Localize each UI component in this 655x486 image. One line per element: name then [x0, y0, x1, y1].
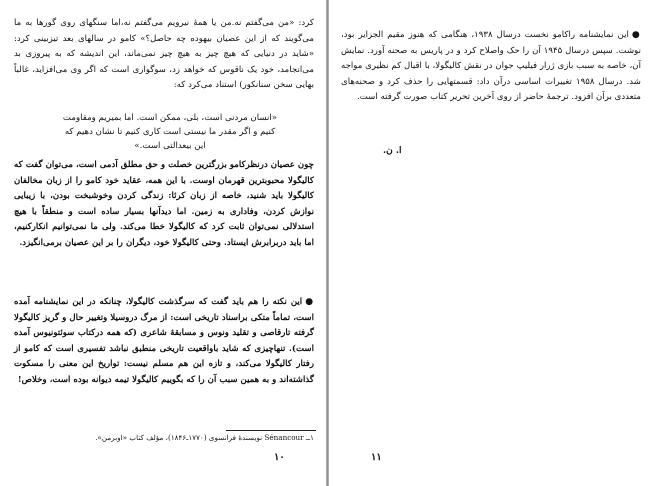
right-paragraph-1: این نمایشنامه راکامو نخست درسال ۱۹۳۸، هنگامی که هنوز مقیم الجزایر بود، نوشت. سپس درسال ۱۹۴۵ آن را حک واصلاح کرد و در پاریس به صحنه آورد. نمایش آن، خاصه به سبب بازی ژرار فیلیپ جوان در نقش کالیگولا، با اقبال کم نظیری مواجه شد. درسال ۱۹۵۸ تغییرات اساسی درآن داد: قسمتهایی را حذف کرد و صحنه‌های متعددی برآن افزود. ترجمهٔ حاضر از روی آخرین تحریر کتاب صورت گرفته است.: [341, 30, 641, 103]
left-text-block-1: [14, 16, 314, 94]
left-paragraph-2: چون عصیان درنظرکامو بزرگترین خصلت و حق مطلق آدمی است، می‌توان گفت که کالیگولا محبوبترین قهرمان اوست. با این همه، عقاید خود کامو را از زبان مخالفان کالیگولا باید شنید، خاصه از زبان کرئا: زندگی کردن وخوشبخت بودن، با زیبایی نوازش کردن، وفاداری به زمین. اما دیدآنها بسیار ساده است و منطقاً با هیچ استدلالی نمی‌توان ثابت کرد که کالیگولا خطا می‌کند. ولی ما نمی‌توانیم انکارکنیم، اما باید دربرابرش ایستاد. وحتی کالیگولا خود، دیگران را بر این عصیان برمی‌انگیزد.: [14, 160, 314, 248]
left-paragraph-1: کرد: «من می‌گفتم نه.من یا همهٔ نیرویم می‌گفتم نه،اما سنگهای روی گورها به ما می‌گویند که از این عصیان بیهوده چه حاصل؟» کامو در سالهای بعد تیزبینی کرد: «شاید در دنیایی که هیچ چیز به هیچ چیز نمی‌ماند، این اندیشه که به پیروزی بد می‌انجامد، خود یک ناقوس که خواهد زد، سوگواری است که اگر وی می‌افزاید، غالباً بهایی سخن سنانکور) استناد می‌کرد که:: [14, 18, 314, 91]
right-text-block: [341, 28, 641, 106]
footnote: ۱ــ Sénancour نویسندهٔ فرانسوی (۱۷۷۰ـ۱۸۴۶)، مؤلف کتاب «اوبرمن».: [95, 433, 314, 442]
left-text-block-3: [14, 295, 314, 389]
left-paragraph-3: این نکته را هم باید گفت که سرگذشت کالیگولا، چنانکه در این نمایشنامه آمده است، تماماً متکی براسناد تاریخی است: از مرگ دروسیلا وتغییر حال و گریز کالیگولا گرفته تارقاصی و تقلید ونوس و مسابقهٔ شاعری (که همه درکتاب سوئتونیوس آمده است). تنهاچیزی که شاید باواقعیت تاریخی منطبق نباشد تفسیری است که کامو از رفتار کالیگولا می‌کند، و تازه این هم مسلم نیست: تواریخ این معنی را مسکوت گذاشته‌اند و به همین سبب آن را که بگوییم کالیگولا تیمه دیوانه بوده است، وخلاص!: [14, 297, 314, 385]
bullet-icon: ●: [631, 30, 642, 40]
verse-line-2: کنیم و اگر مقدر ما نیستی است کاری کنیم تا نشان دهیم که: [64, 127, 276, 137]
page-number-left: ۱۰: [274, 452, 285, 463]
verse-line-1: «انسان مردنی است، بلی، ممکن است. اما بمیریم ومقاومت: [62, 113, 278, 123]
right-page: [329, 0, 655, 486]
page-number-right: ۱۱: [371, 452, 382, 463]
left-text-block-2: [14, 158, 314, 252]
left-page: [0, 0, 326, 486]
footnote-rule: [226, 430, 316, 431]
verse-line-3: این بیعدالتی است.»: [134, 141, 206, 151]
bullet-icon: ●: [305, 297, 315, 307]
quoted-verse: [30, 111, 310, 153]
translator-signature: ا. ن.: [383, 146, 402, 156]
